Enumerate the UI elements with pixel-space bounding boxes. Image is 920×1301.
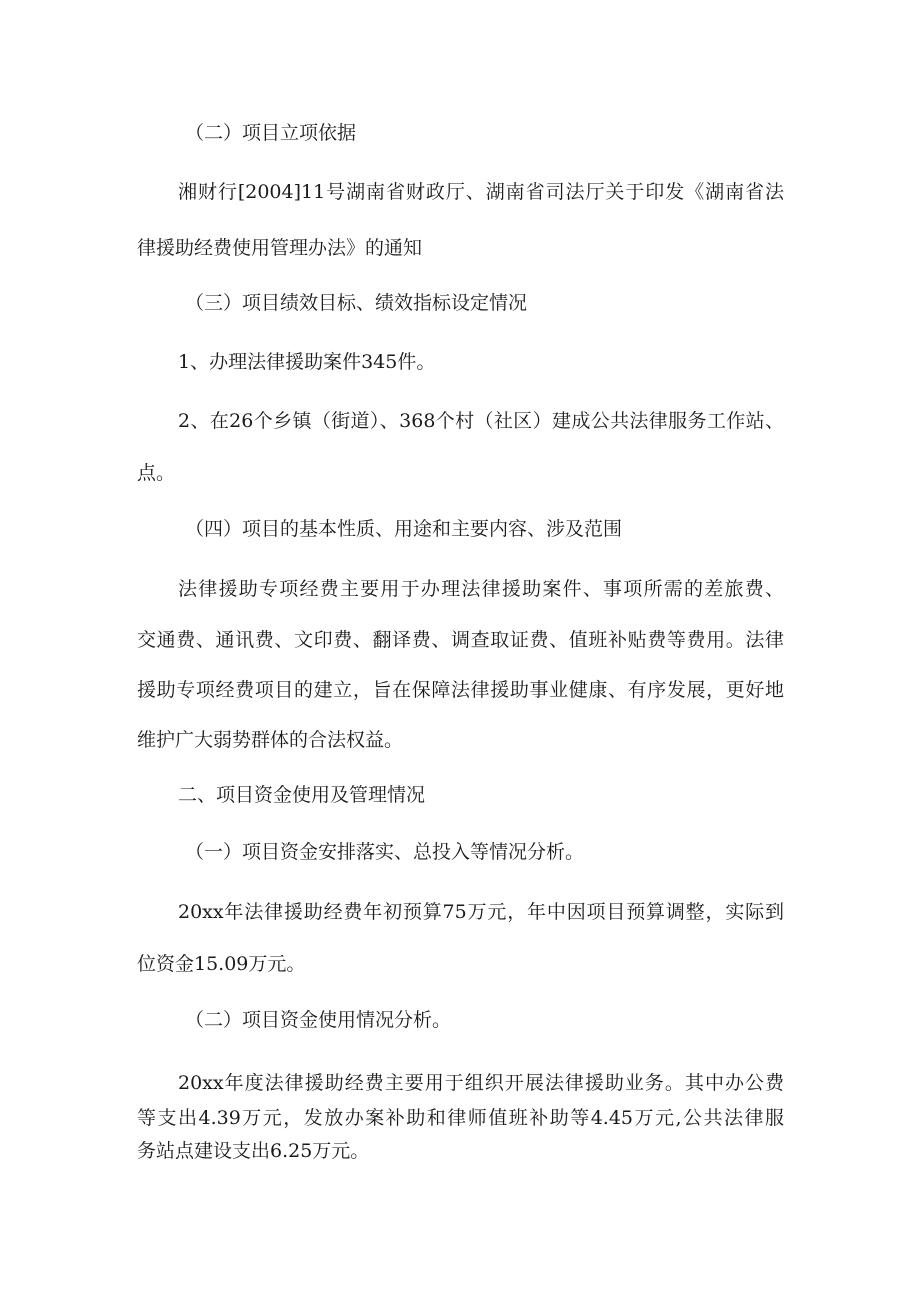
heading-fund-usage: （二）项目资金使用情况分析。 [185, 1009, 452, 1031]
heading-project-nature: （四）项目的基本性质、用途和主要内容、涉及范围 [185, 518, 623, 540]
goal-item-1: 1、办理法律援助案件345件。 [178, 351, 436, 373]
paragraph-usage-line-2: 等支出4.39万元，发放办案补助和律师值班补助等4.45万元,公共法律服 [137, 1107, 784, 1129]
paragraph-usage-line-3: 务站点建设支出6.25万元。 [137, 1140, 370, 1162]
paragraph-budget-line-1: 20xx年法律援助经费年初预算75万元，年中因项目预算调整，实际到 [178, 901, 784, 923]
goal-item-2-line-2: 点。 [137, 462, 176, 484]
paragraph-basis-line-1: 湘财行[2004]11号湖南省财政厅、湖南省司法厅关于印发《湖南省法 [178, 181, 784, 203]
paragraph-nature-line-2: 交通费、通讯费、文印费、翻译费、调查取证费、值班补贴费等费用。法律 [137, 629, 784, 651]
goal-item-2-line-1: 2、在26个乡镇（街道）、368个村（社区）建成公共法律服务工作站、 [178, 410, 784, 432]
paragraph-budget-line-2: 位资金15.09万元。 [137, 953, 306, 975]
paragraph-nature-line-3: 援助专项经费项目的建立，旨在保障法律援助事业健康、有序发展，更好地 [137, 679, 784, 701]
paragraph-basis-line-2: 律援助经费使用管理办法》的通知 [137, 237, 423, 259]
paragraph-usage-line-1: 20xx年度法律援助经费主要用于组织开展法律援助业务。其中办公费 [178, 1072, 784, 1094]
heading-fund-management: 二、项目资金使用及管理情况 [178, 784, 426, 806]
paragraph-nature-line-1: 法律援助专项经费主要用于办理法律援助案件、事项所需的差旅费、 [178, 578, 784, 600]
paragraph-nature-line-4: 维护广大弱势群体的合法权益。 [137, 729, 404, 751]
heading-performance-goals: （三）项目绩效目标、绩效指标设定情况 [185, 292, 528, 314]
heading-project-basis: （二）项目立项依据 [185, 122, 357, 144]
heading-fund-arrangement: （一）项目资金安排落实、总投入等情况分析。 [185, 841, 585, 863]
